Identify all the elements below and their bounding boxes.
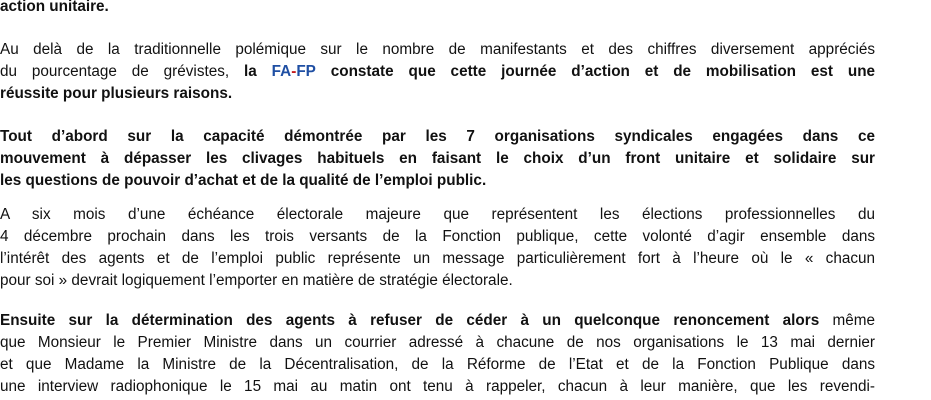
paragraph-4-bold-text: Ensuite sur la détermination des agents à refuser de céder à un quelconque renoncement alors (0, 312, 820, 329)
paragraph-4-normal-text: même (832, 312, 875, 329)
paragraph-1-normal-text: du pourcentage de grévistes, (0, 63, 230, 80)
paragraph-1-bold-pre: la (244, 63, 257, 80)
paragraph-3-line-3: l’intérêt des agents et de l’emploi public représente un message particulièrement fort à l’heure où le « chacun (0, 250, 875, 267)
paragraph-2-line-3: les questions de pouvoir d’achat et de la qualité de l’emploi public. (0, 172, 487, 189)
paragraph-4-line-2: que Monsieur le Premier Ministre dans un courrier adressé à chacune de nos organisations le 13 mai dernier (0, 334, 875, 351)
paragraph-1-line-1: Au delà de la traditionnelle polémique sur le nombre de manifestants et des chiffres diversement appréciés (0, 41, 875, 58)
paragraph-0-line-1: action unitaire. (0, 0, 109, 15)
paragraph-4-line-4: une interview radiophonique le 15 mai au matin ont tenu à rappeler, chacun à leur manière, que les revendi- (0, 378, 875, 395)
paragraph-3-line-4: pour soi » devrait logiquement l’emporter en matière de stratégie électorale. (0, 272, 513, 289)
org-dash: - (291, 63, 297, 80)
paragraph-1-bold-post: constate que cette journée d’action et de mobilisation est une (330, 63, 876, 80)
paragraph-1-line-3: réussite pour plusieurs raisons. (0, 85, 233, 102)
paragraph-2-line-1: Tout d’abord sur la capacité démontrée par les 7 organisations syndicales engagées dans ce (0, 128, 875, 145)
organization-name-fa-fp (272, 63, 316, 80)
org-fp: FP (296, 63, 316, 80)
paragraph-4-line-3: et que Madame la Ministre de la Décentralisation, de la Réforme de l’Etat et de la Fonction Publique dans (0, 356, 875, 373)
paragraph-3-line-2: 4 décembre prochain dans les trois versants de la Fonction publique, cette volonté d’agir ensemble dans (0, 228, 875, 245)
paragraph-1-line-2 (0, 61, 875, 83)
paragraph-2-line-2: mouvement à dépasser les clivages habituels en faisant le choix d’un front unitaire et solidaire sur (0, 150, 875, 167)
paragraph-3-line-1: A six mois d’une échéance électorale majeure que représentent les élections professionnelles du (0, 206, 875, 223)
org-fa: FA (271, 63, 292, 80)
paragraph-4-line-1 (0, 310, 875, 332)
